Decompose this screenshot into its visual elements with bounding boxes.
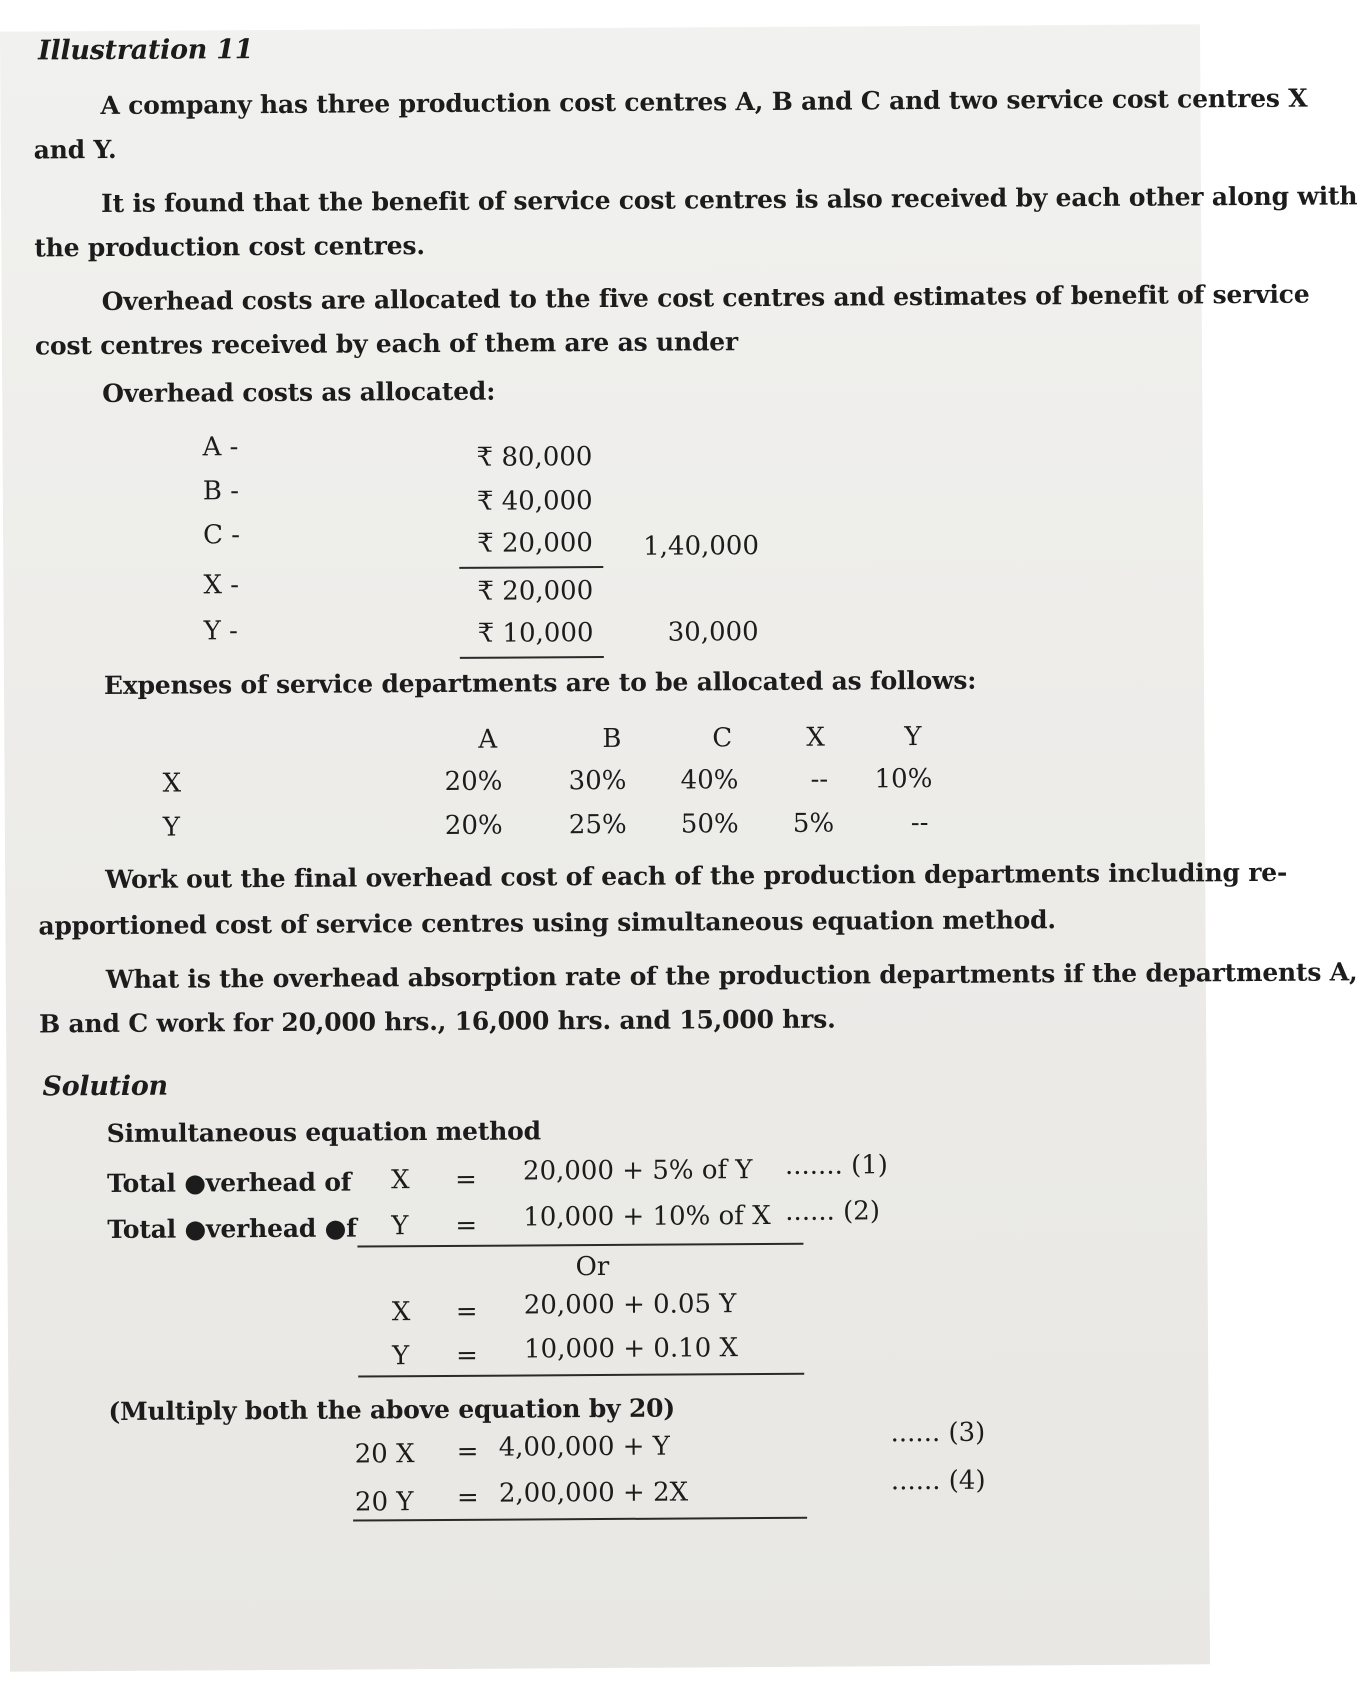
expenses-heading: Expenses of service departments are to be allocated as follows: (103, 665, 977, 701)
allocation-label-a: A - (202, 432, 239, 463)
intro-paragraph-1-line-2: and Y. (33, 134, 117, 165)
allocation-amount-x: ₹ 20,000 (477, 576, 594, 607)
share-col-a: A (478, 724, 498, 755)
intro-paragraph-3-line-2: cost centres received by each of them are as under (34, 327, 738, 361)
eq1-equals: = (454, 1164, 477, 1195)
share-col-x: X (806, 722, 825, 753)
subtotal-rule-1 (459, 566, 603, 569)
intro-paragraph-2-line-1: It is found that the benefit of service cost centres is also received by each other along with (100, 181, 1358, 219)
eq6-lhs: 20 Y (354, 1487, 414, 1518)
share-x-x: -- (810, 764, 829, 795)
share-x-b: 30% (568, 765, 627, 797)
allocation-heading: Overhead costs as allocated: (102, 376, 496, 409)
share-y-b: 25% (568, 809, 627, 841)
intro-paragraph-1-line-1: A company has three production cost centres A, B and C and two service cost centres X (100, 83, 1308, 121)
eq6-equals: = (456, 1482, 479, 1513)
eq3-equals: = (455, 1296, 478, 1327)
eq1-prefix: Total ●verhead of (106, 1167, 352, 1199)
eq2-ref: ...... (2) (785, 1196, 881, 1227)
intro-paragraph-3-line-1: Overhead costs are allocated to the five cost centres and estimates of benefit of service (101, 279, 1310, 317)
question-2-line-2: B and C work for 20,000 hrs., 16,000 hrs. and 15,000 hrs. (38, 1004, 836, 1039)
eq1-var: X (390, 1165, 410, 1196)
allocation-label-b: B - (202, 476, 240, 507)
equation-rule-1 (357, 1243, 803, 1248)
eq2-rhs: 10,000 + 10% of X (523, 1200, 771, 1233)
allocation-label-y: Y - (203, 616, 238, 647)
eq6-rhs: 2,00,000 + 2X (498, 1477, 689, 1509)
eq5-lhs: 20 X (354, 1439, 415, 1470)
allocation-amount-c: ₹ 20,000 (477, 528, 594, 559)
share-y-c: 50% (680, 809, 739, 840)
eq4-rhs: 10,000 + 0.10 X (523, 1333, 739, 1365)
illustration-heading: Illustration 11 (38, 34, 254, 67)
or-label: Or (575, 1251, 610, 1283)
share-y-y: -- (910, 808, 929, 839)
allocation-label-x: X - (203, 570, 240, 601)
eq5-rhs: 4,00,000 + Y (498, 1431, 671, 1463)
eq5-ref: ...... (3) (890, 1417, 986, 1449)
eq2-prefix: Total ●verhead ●f (107, 1213, 357, 1245)
eq3-var: X (391, 1297, 411, 1328)
allocation-amount-y: ₹ 10,000 (477, 618, 594, 649)
multiply-note: (Multiply both the above equation by 20) (108, 1393, 676, 1427)
allocation-subtotal-production: 1,40,000 (643, 531, 760, 562)
eq1-ref: ....... (1) (784, 1150, 888, 1181)
eq2-equals: = (455, 1210, 478, 1241)
equation-rule-2 (358, 1373, 804, 1378)
share-col-b: B (602, 723, 622, 754)
allocation-amount-b: ₹ 40,000 (476, 486, 593, 517)
allocation-label-c: C - (203, 520, 241, 551)
solution-method: Simultaneous equation method (106, 1116, 541, 1149)
eq2-var: Y (391, 1211, 409, 1242)
eq4-equals: = (456, 1340, 478, 1371)
share-x-y: 10% (874, 763, 933, 795)
share-row-x-label: X (162, 768, 182, 799)
eq3-rhs: 20,000 + 0.05 Y (523, 1289, 737, 1321)
share-col-c: C (712, 723, 733, 754)
share-x-a: 20% (444, 766, 503, 797)
eq6-ref: ...... (4) (890, 1465, 986, 1497)
share-row-y-label: Y (162, 812, 181, 843)
question-1-line-2: apportioned cost of service centres using simultaneous equation method. (38, 905, 1056, 941)
allocation-amount-a: ₹ 80,000 (476, 442, 593, 473)
share-y-x: 5% (792, 808, 835, 839)
share-col-y: Y (904, 722, 922, 753)
subtotal-rule-2 (460, 656, 604, 659)
allocation-subtotal-service: 30,000 (667, 617, 759, 648)
question-2-line-1: What is the overhead absorption rate of the production departments if the departments A, (105, 957, 1358, 995)
solution-heading: Solution (42, 1070, 168, 1103)
eq5-equals: = (456, 1436, 479, 1467)
question-1-line-1: Work out the final overhead cost of each of the production departments including re- (105, 857, 1288, 895)
share-y-a: 20% (444, 810, 503, 841)
eq1-rhs: 20,000 + 5% of Y (522, 1155, 753, 1187)
eq4-var: Y (392, 1341, 410, 1372)
scanned-page (0, 24, 1358, 1671)
equation-rule-3 (353, 1517, 807, 1522)
share-x-c: 40% (680, 765, 739, 796)
intro-paragraph-2-line-2: the production cost centres. (34, 231, 425, 263)
